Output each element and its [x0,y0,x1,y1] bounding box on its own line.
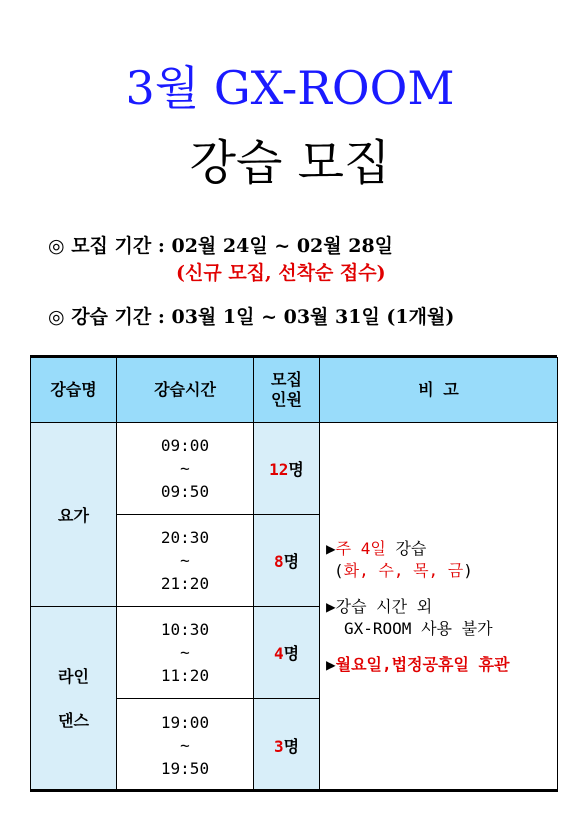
capacity-unit: 명 [283,644,300,663]
capacity-number: 4 [273,644,284,663]
poster-title-main: 3월 GX-ROOM [125,61,455,115]
paren-close: ) [463,561,473,580]
time-slot [117,515,254,607]
class-name-yoga: 요가 [31,423,117,607]
time-end: 11:20 [160,666,210,685]
recruit-period: ◎ 모집 기간 : 02월 24일 ~ 02월 28일 [48,235,394,257]
note-closed [320,654,557,676]
notes-cell [320,423,558,792]
class-name-line1: 라인 [58,667,89,686]
class-name-line-dance [31,607,117,792]
header-class-name: 강습명 [31,358,117,423]
capacity-unit: 명 [283,552,300,571]
header-class-time: 강습시간 [117,358,254,423]
bullet-icon: ▶ [326,539,336,558]
header-capacity-line1: 모집 [271,370,302,389]
class-period: ◎ 강습 기간 : 03월 1일 ~ 03월 31일 (1개월) [48,306,455,328]
capacity-unit: 명 [288,460,304,479]
schedule-table [30,357,558,792]
time-start: 09:00 [160,436,210,455]
bullet-icon: ▶ [326,655,336,674]
capacity-cell [254,515,320,607]
time-sep: ~ [180,459,190,478]
class-name-line2: 댄스 [58,711,89,730]
header-notes: 비 고 [320,358,558,423]
time-start: 20:30 [160,528,210,547]
capacity-cell [254,423,320,515]
note-weekly-days: 주 4일 [335,539,386,558]
capacity-number: 12 [269,460,289,479]
note-outside-hours: ▶강습 시간 외 [326,597,433,616]
recruit-note: (신규 모집, 선착순 접수) [176,262,386,284]
note-weekly-text: 강습 [385,539,427,558]
paren-open: ( [334,561,344,580]
capacity-number: 3 [273,736,284,756]
time-sep: ~ [180,643,190,662]
time-slot [117,699,254,792]
note-weekdays [320,560,557,582]
capacity-number: 8 [273,552,284,571]
note-gap [320,582,557,596]
time-slot [117,607,254,699]
time-sep: ~ [180,735,190,755]
time-start: 10:30 [160,620,210,639]
table-top-border [30,355,557,357]
capacity-cell [254,607,320,699]
poster-title-sub: 강습 모집 [189,135,391,191]
note-room-unavailable: GX-ROOM 사용 불가 [344,619,493,638]
header-capacity-line2: 인원 [271,390,302,409]
time-end: 09:50 [160,482,210,501]
table-row [31,423,558,515]
header-capacity [254,358,320,423]
table-bottom-border [30,789,557,791]
note-weekly [320,538,557,560]
time-end: 19:50 [160,758,210,778]
capacity-unit: 명 [283,736,300,756]
table-header-row [31,358,558,423]
time-slot [117,423,254,515]
capacity-cell [254,699,320,792]
note-gap [320,640,557,654]
time-sep: ~ [180,551,190,570]
time-end: 21:20 [160,574,210,593]
note-weekdays-list: 화, 수, 목, 금 [343,561,464,580]
note-closed-text: 월요일,법정공휴일 휴관 [335,655,510,674]
time-start: 19:00 [160,712,210,732]
